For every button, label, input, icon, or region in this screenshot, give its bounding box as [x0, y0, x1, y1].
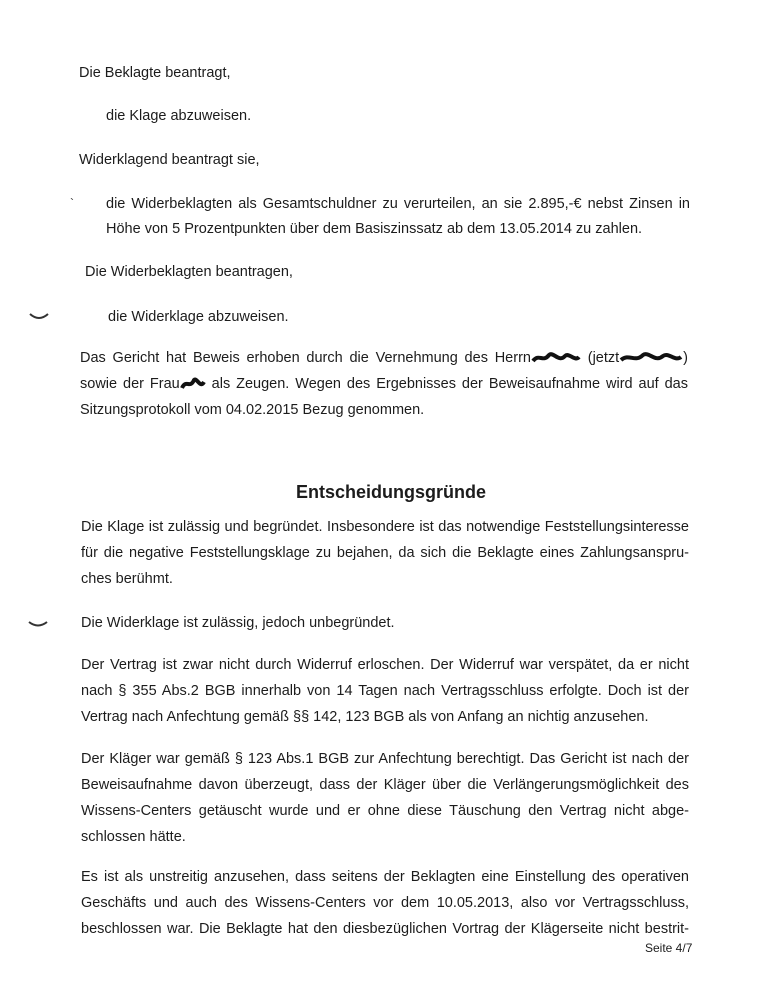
scan-speck-mark: `	[70, 196, 74, 210]
paragraph-klage-zulaessig-line-3: ches berühmt.	[81, 571, 173, 587]
paragraph-unstreitig-line-2: Geschäfts und auch des Wissens-Centers vor dem 10.05.2013, also vor Vertragsschluss,	[81, 895, 689, 911]
redaction-scribble	[619, 351, 683, 365]
paragraph-beklagte-beantragt: Die Beklagte beantragt,	[79, 65, 231, 81]
beweis-text-5: als Zeugen. Wegen des Ergebnisses der Beweisaufnahme wird auf das	[211, 376, 688, 392]
paragraph-vertrag-line-3: Vertrag nach Anfechtung gemäß §§ 142, 123 BGB als von Anfang an nichtig anzusehen.	[81, 709, 649, 725]
paragraph-beweis-line-2	[80, 375, 688, 393]
redaction-scribble	[531, 351, 581, 365]
paragraph-klaeger-line-2: Beweisaufnahme davon überzeugt, dass der Kläger über die Verlängerungsmöglichkeit des	[81, 777, 689, 793]
binding-punch-mark	[28, 620, 48, 630]
paragraph-widerklagend: Widerklagend beantragt sie,	[79, 152, 260, 168]
paragraph-klage-zulaessig-line-2: für die negative Feststellungsklage zu bejahen, da sich die Beklagte eines Zahlungsanspru-	[81, 545, 689, 561]
paragraph-widerklage-abzuweisen: die Widerklage abzuweisen.	[108, 309, 289, 325]
section-heading: Entscheidungsgründe	[295, 482, 486, 502]
paragraph-klaeger-line-4: schlossen hätte.	[81, 829, 186, 845]
paragraph-beweis-line-1	[80, 349, 688, 367]
paragraph-vertrag-line-2: nach § 355 Abs.2 BGB innerhalb von 14 Tagen nach Vertragsschluss erfolgte. Doch ist der	[81, 683, 689, 699]
paragraph-klage-zulaessig-line-1: Die Klage ist zulässig und begründet. Insbesondere ist das notwendige Feststellungsinteresse	[81, 519, 689, 535]
paragraph-beweis-line-3: Sitzungsprotokoll vom 04.02.2015 Bezug genommen.	[80, 402, 425, 418]
paragraph-antrag-line-2: Höhe von 5 Prozentpunkten über dem Basiszinssatz ab dem 13.05.2014 zu zahlen.	[106, 221, 643, 237]
paragraph-unstreitig-line-1: Es ist als unstreitig anzusehen, dass seitens der Beklagten eine Einstellung des operativen	[81, 869, 689, 885]
redaction-scribble	[180, 377, 206, 391]
paragraph-vertrag-line-1: Der Vertrag ist zwar nicht durch Widerruf erloschen. Der Widerruf war verspätet, da er nicht	[81, 657, 689, 673]
paragraph-widerbeklagten-beantragen: Die Widerbeklagten beantragen,	[85, 264, 293, 280]
beweis-text-2: (jetzt	[587, 350, 620, 366]
paragraph-antrag-line-1: die Widerbeklagten als Gesamtschuldner zu verurteilen, an sie 2.895,-€ nebst Zinsen in	[106, 196, 690, 212]
beweis-text-1: Das Gericht hat Beweis erhoben durch die Vernehmung des Herrn	[80, 350, 531, 366]
paragraph-unstreitig-line-3: beschlossen war. Die Beklagte hat den diesbezüglichen Vortrag der Klägerseite nicht bestrit-	[81, 921, 689, 937]
beweis-text-3: )	[683, 350, 688, 366]
binding-punch-mark	[29, 312, 49, 322]
paragraph-klaeger-line-1: Der Kläger war gemäß § 123 Abs.1 BGB zur Anfechtung berechtigt. Das Gericht ist nach der	[81, 751, 689, 767]
beweis-text-4: sowie der Frau	[80, 376, 180, 392]
paragraph-widerklage-unbegruendet: Die Widerklage ist zulässig, jedoch unbegründet.	[81, 615, 395, 631]
page-number: Seite 4/7	[645, 941, 693, 955]
paragraph-klage-abzuweisen: die Klage abzuweisen.	[106, 108, 252, 124]
paragraph-klaeger-line-3: Wissens-Centers getäuscht wurde und er ohne diese Täuschung den Vertrag nicht abge-	[81, 803, 689, 819]
